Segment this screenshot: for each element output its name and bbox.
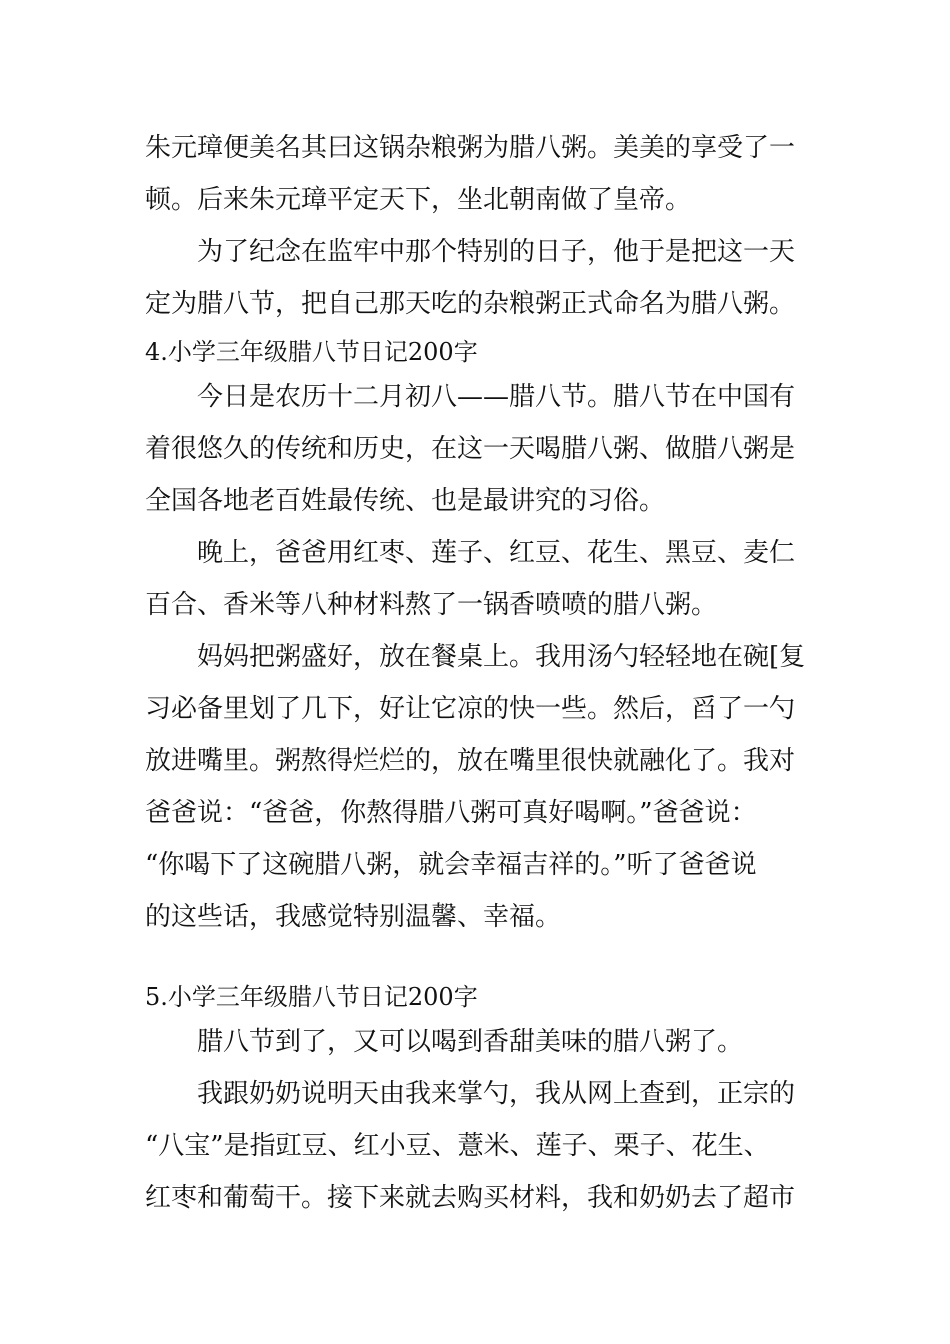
text-line: 着很悠久的传统和历史，在这一天喝腊八粥、做腊八粥是 [145, 434, 796, 464]
text-line: 定为腊八节，把自己那天吃的杂粮粥正式命名为腊八粥。 [145, 289, 796, 319]
paragraph-first-line: 晚上，爸爸用红枣、莲子、红豆、花生、黑豆、麦仁 [197, 538, 796, 568]
text-line: “八宝”是指豇豆、红小豆、薏米、莲子、栗子、花生、 [145, 1131, 770, 1161]
paragraph-first-line: 我跟奶奶说明天由我来掌勺，我从网上查到，正宗的 [197, 1079, 796, 1109]
text-line: 红枣和葡萄干。接下来就去购买材料，我和奶奶去了超市 [145, 1183, 796, 1213]
text-line: “你喝下了这碗腊八粥，就会幸福吉祥的。”听了爸爸说 [145, 850, 757, 880]
text-line: 放进嘴里。粥熬得烂烂的，放在嘴里很快就融化了。我对 [145, 746, 796, 776]
text-line: 的这些话，我感觉特别温馨、幸福。 [145, 902, 562, 932]
text-line: 百合、香米等八种材料熬了一锅香喷喷的腊八粥。 [145, 590, 718, 620]
paragraph-first-line: 妈妈把粥盛好，放在餐桌上。我用汤勺轻轻地在碗[复 [197, 642, 806, 672]
paragraph-first-line: 腊八节到了，又可以喝到香甜美味的腊八粥了。 [197, 1027, 744, 1057]
text-line: 顿。后来朱元璋平定天下，坐北朝南做了皇帝。 [145, 185, 692, 215]
text-line: 爸爸说：“爸爸，你熬得腊八粥可真好喝啊。”爸爸说： [145, 798, 757, 828]
text-line: 朱元璋便美名其曰这锅杂粮粥为腊八粥。美美的享受了一 [145, 133, 796, 163]
section-heading-4: 4.小学三年级腊八节日记200字 [145, 338, 478, 366]
text-line: 习必备里划了几下，好让它凉的快一些。然后，舀了一勺 [145, 694, 796, 724]
paragraph-first-line: 今日是农历十二月初八——腊八节。腊八节在中国有 [197, 382, 796, 412]
paragraph-first-line: 为了纪念在监牢中那个特别的日子，他于是把这一天 [197, 237, 796, 267]
text-line: 全国各地老百姓最传统、也是最讲究的习俗。 [145, 486, 666, 516]
section-heading-5: 5.小学三年级腊八节日记200字 [145, 983, 478, 1011]
